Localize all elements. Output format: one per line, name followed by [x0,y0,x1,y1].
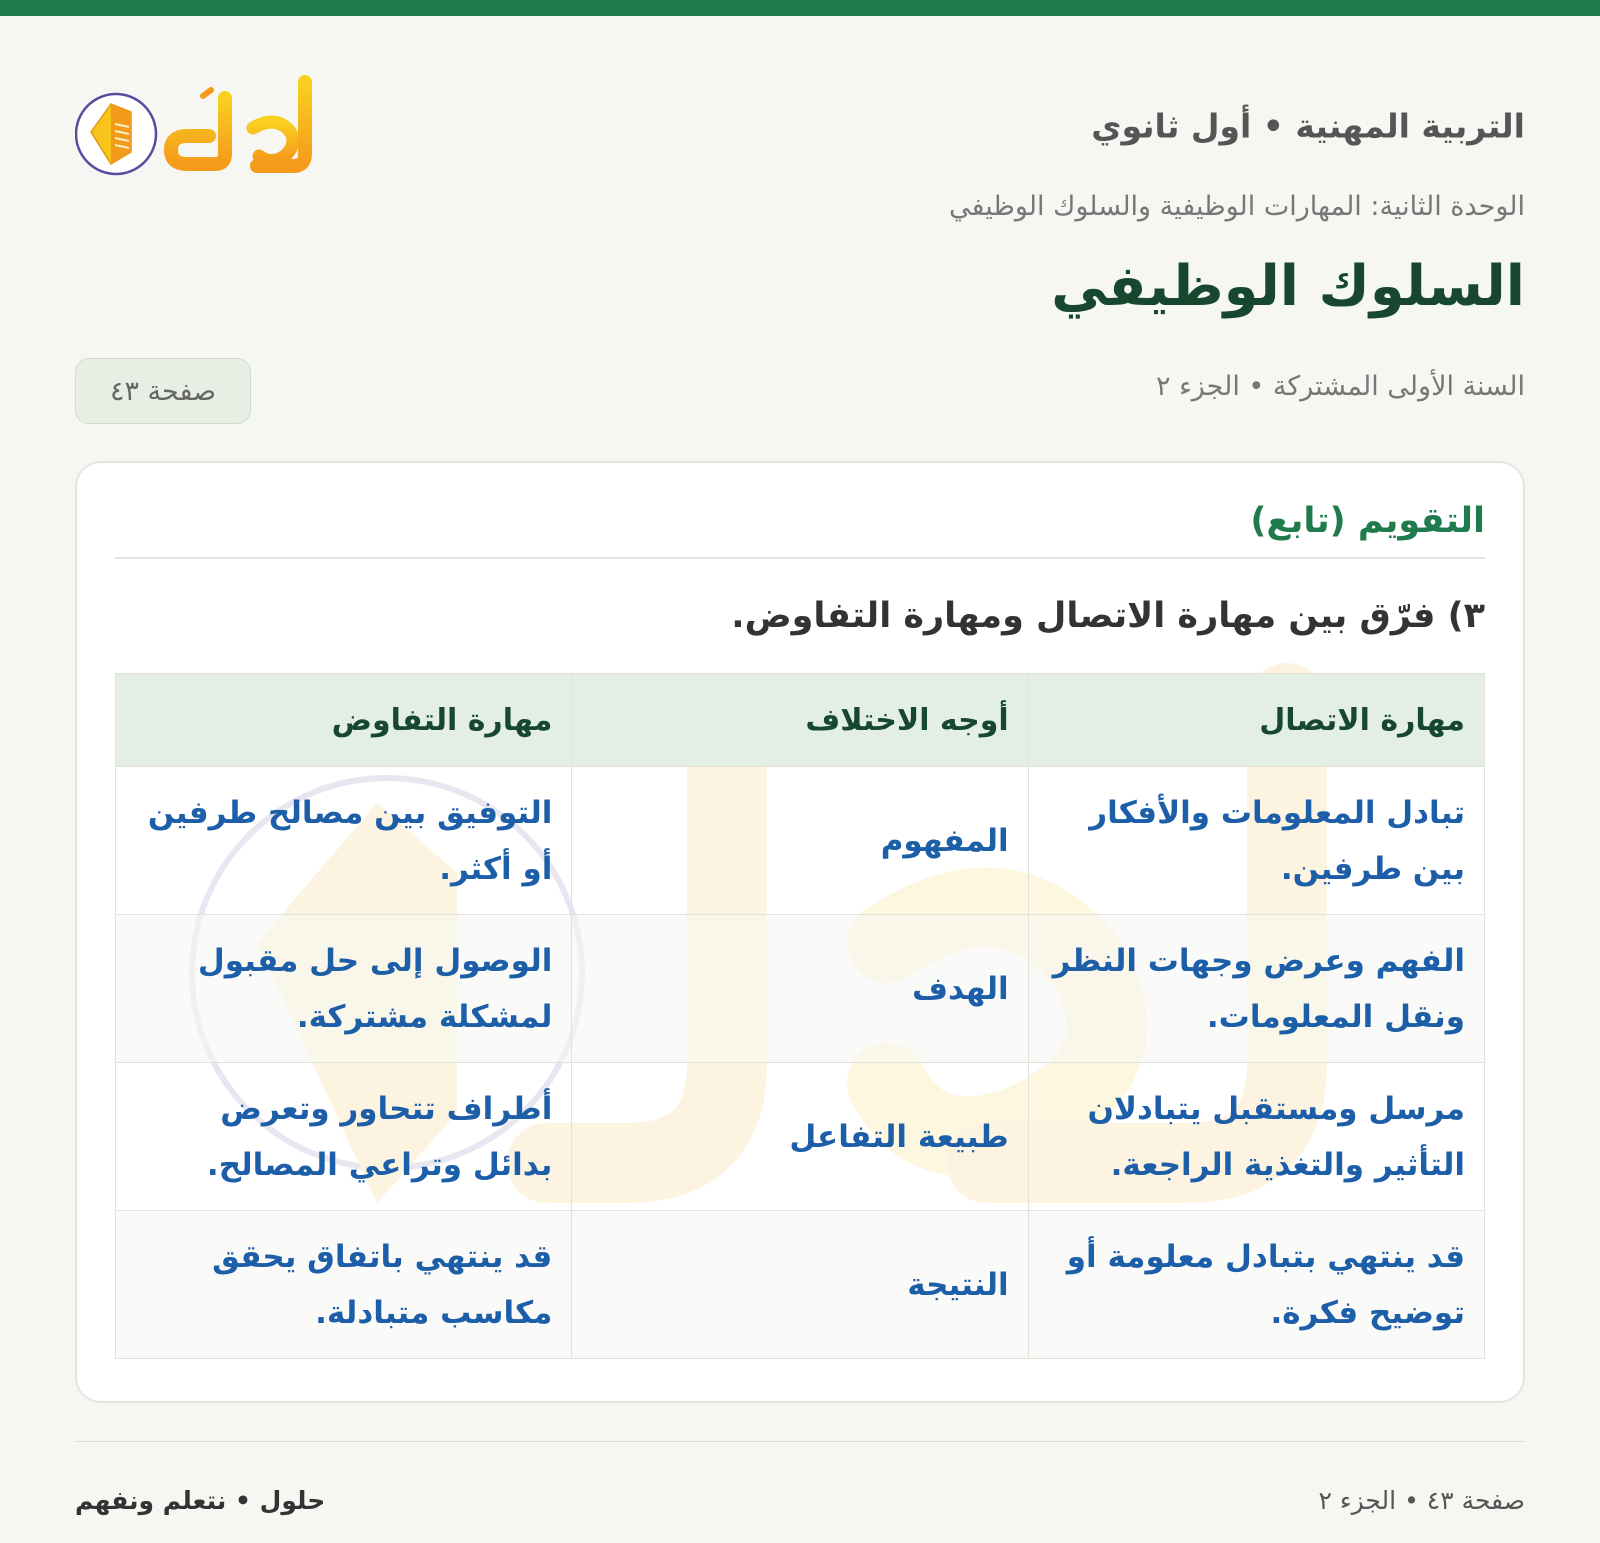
comparison-table [115,673,1485,1359]
cell-communication: الفهم وعرض وجهات النظر ونقل المعلومات. [1028,915,1484,1063]
cell-communication: تبادل المعلومات والأفكار بين طرفين. [1028,767,1484,915]
header-negotiation: مهارة التفاوض [116,674,572,767]
top-accent-bar [0,0,1600,16]
cell-negotiation: الوصول إلى حل مقبول لمشكلة مشتركة. [116,915,572,1063]
cell-negotiation: قد ينتهي باتفاق يحقق مكاسب متبادلة. [116,1211,572,1359]
question-text: ٣) فرّق بين مهارة الاتصال ومهارة التفاوض. [731,596,1485,636]
table-row [116,915,1485,1063]
table-row [116,767,1485,915]
cell-aspect: المفهوم [572,767,1028,915]
header [75,56,1525,186]
cell-negotiation: أطراف تتحاور وتعرض بدائل وتراعي المصالح. [116,1063,572,1211]
header-differences: أوجه الاختلاف [572,674,1028,767]
footer-divider [75,1441,1525,1442]
unit-subtitle: الوحدة الثانية: المهارات الوظيفية والسلوك الوظيفي [949,191,1525,222]
table-row [116,1063,1485,1211]
logo[interactable] [75,68,335,188]
table-header-row [116,674,1485,767]
card-inner [115,463,1485,1401]
page [75,16,1525,1543]
cell-aspect: طبيعة التفاعل [572,1063,1028,1211]
subject-title: التربية المهنية • أول ثانوي [1091,106,1525,146]
section-title: التقويم (تابع) [1250,501,1485,541]
cell-aspect: الهدف [572,915,1028,1063]
lesson-title: السلوك الوظيفي [1051,254,1525,319]
cell-negotiation: التوفيق بين مصالح طرفين أو أكثر. [116,767,572,915]
page-number-badge: صفحة ٤٣ [75,358,251,424]
footer-brand: حلول • نتعلم ونفهم [75,1486,326,1515]
content-card [75,461,1525,1403]
cell-communication: قد ينتهي بتبادل معلومة أو توضيح فكرة. [1028,1211,1484,1359]
book-icon [75,68,335,188]
lesson-meta: السنة الأولى المشتركة • الجزء ٢ [1155,371,1525,402]
section-divider [115,557,1485,559]
footer-page-info: صفحة ٤٣ • الجزء ٢ [1318,1486,1525,1515]
cell-aspect: النتيجة [572,1211,1028,1359]
header-communication: مهارة الاتصال [1028,674,1484,767]
cell-communication: مرسل ومستقبل يتبادلان التأثير والتغذية الراجعة. [1028,1063,1484,1211]
table-row [116,1211,1485,1359]
